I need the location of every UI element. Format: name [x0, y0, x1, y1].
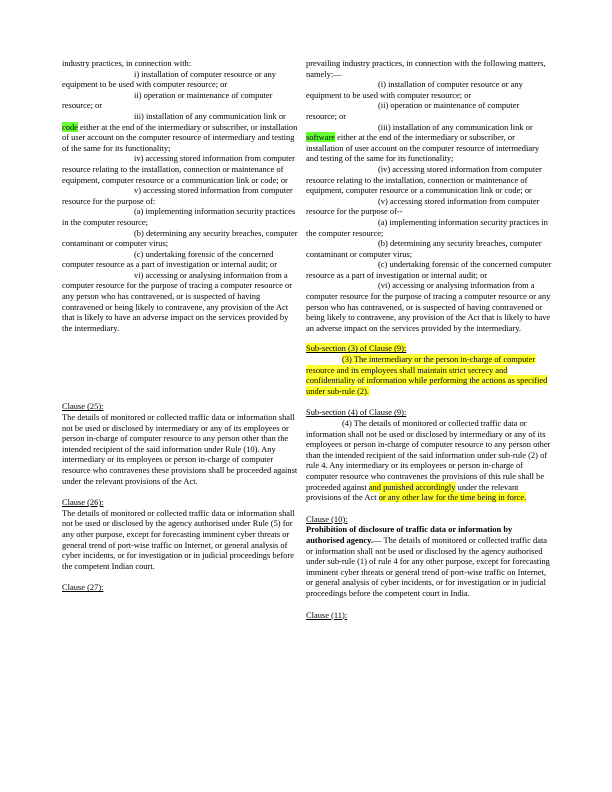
right-item-v-b: (b) determining any security breaches, computer contaminant or computer virus; [306, 238, 542, 259]
right-intro: prevailing industry practices, in connection with the following matters, namely:— [306, 58, 546, 79]
left-item-v: v) accessing stored information from computer resource for the purpose of: [62, 185, 293, 206]
clause-27-heading: Clause (27): [62, 582, 104, 593]
right-item-ii: (ii) operation or maintenance of computer resource; or [306, 100, 520, 121]
clause-10-bold-title: Prohibition of disclosure of traffic data or information by authorised agency. [306, 524, 513, 545]
sub-4-heading: Sub-section (4) of Clause (9): [306, 407, 407, 418]
left-item-iii [62, 111, 300, 153]
clause-10-text [306, 524, 552, 598]
right-column [306, 58, 552, 620]
right-item-i: (i) installation of computer resource or any equipment to be used with computer resource; or [306, 79, 523, 100]
clause-26-text: The details of monitored or collected traffic data or information shall not be used or disclosed by the agency authorised under Rule (5) for any other purpose, except for forecasting imminent cyber threats or general trend of port-wise traffic on Internet, or general analysis of cyber incidents, or for investigation or in judicial proceedings before the competent Indian court. [62, 507, 295, 571]
right-item-v-c: (c) undertaking forensic of the concerned computer resource as a part of investigation or internal audit; or [306, 259, 552, 280]
left-spacer-3 [62, 571, 300, 582]
right-item-vi: (vi) accessing or analysing information from a computer resource for the purpose of tracing a computer resource or any person who has contravened, or is suspected of having contravened or being likely to contravene, any provision of the Act that is likely to have an adverse impact on the services provided by the intermediary. [306, 280, 551, 333]
sub-3-text [306, 354, 552, 396]
sub-4-highlight-other-law: or any other law for the time being in force. [378, 492, 527, 503]
clause-11-heading: Clause (11): [306, 609, 348, 620]
right-item-iii-text-b: either at the end of the intermediary or subscriber, or installation of user account on the computer resource of intermediary and testing of the same for its functionality; [306, 132, 540, 164]
clause-10-heading: Clause (10): [306, 513, 348, 524]
left-spacer [62, 333, 300, 401]
left-item-vi: vi) accessing or analysing information from a computer resource for the purpose of tracing a computer resource or any person who has contravened, or is suspected of having contravened or being likely to contravene, any provision of the Act that is likely to have an adverse impact on the services provided by the intermediary. [62, 269, 293, 333]
left-item-iii-text-b: either at the end of the intermediary or subscriber, or installation of user account on the computer resource of intermediary and testing of the same for its functionality; [62, 121, 298, 153]
sub-3-heading-text: Sub-section (3) of Clause (9): [306, 343, 407, 354]
left-column [62, 58, 300, 593]
right-item-iv: (iv) accessing stored information from computer resource relating to the installation, connection or maintenance of equipment, computer resource or a communication link or code; or [306, 163, 542, 196]
sub-4-text-a: (4) The details of monitored or collected traffic data or information shall not be used or disclosed by intermediary or any of its employees or person in-charge of computer resource to any person other than the intended recipient of the said information under sub-rule (2) of rule 4. Any intermediary or its employees or person in-charge of computer resource who contravenes the provisions of this rule shall be proceeded against [306, 418, 551, 492]
clause-25-heading: Clause (25): [62, 401, 104, 412]
left-item-iv: iv) accessing stored information from computer resource relating to the installation, connection or maintenance of equipment, computer resource or a communication link or code; or [62, 153, 295, 185]
left-item-v-b: (b) determining any security breaches, computer contaminant or computer virus; [62, 227, 298, 249]
sub-4-text [306, 418, 552, 503]
left-item-v-a: (a) implementing information security practices in the computer resource; [62, 206, 296, 227]
right-item-v: (v) accessing stored information from computer resource for the purpose of-- [306, 195, 540, 217]
left-item-iii-text-a: iii) installation of any communication link or [134, 110, 286, 121]
left-highlight-code: code [62, 121, 78, 132]
clause-10-body: — The details of monitored or collected traffic data or information shall not be used or disclosed by the agency authorised under sub-rule (1) of rule 4 for any other purpose, except for forecasting imminent cyber threats or general trend of port-wise traffic on Internet, or general analysis of cyber incidents, or for investigation or in judicial proceedings before the competent court in India. [306, 534, 550, 598]
left-item-ii: ii) operation or maintenance of computer resource; or [62, 89, 273, 111]
left-item-i: i) installation of computer resource or any equipment to be used with computer resource; or [62, 68, 276, 90]
sub-3-text-highlight: (3) The intermediary or the person in-charge of computer resource and its employees shall maintain strict secrecy and confidentiality of information while performing the actions as specified under sub-rule (2). [306, 354, 548, 396]
clause-26-heading: Clause (26): [62, 497, 104, 508]
right-spacer-3 [306, 503, 552, 514]
right-item-iii-text-a: (iii) installation of any communication link or [378, 121, 533, 132]
sub-3-heading [306, 343, 552, 354]
right-item-v-a: (a) implementing information security practices in the computer resource; [306, 216, 548, 238]
right-spacer-4 [306, 599, 552, 610]
right-spacer [306, 333, 552, 343]
sub-4-text-b: under the relevant provisions of the Act [306, 481, 519, 503]
left-intro: industry practices, in connection with: [62, 58, 192, 68]
sub-4-highlight-punished: and punished accordingly [368, 481, 456, 492]
clause-25-text: The details of monitored or collected traffic data or information shall not be used or disclosed by intermediary or any of its employees or person in-charge of computer resource to any person other than the intended recipient of the said information under Rule (10). Any intermediary or its employees or person in-charge of computer resource who contravenes these provisions shall be proceeded against under the relevant provisions of the Act. [62, 412, 298, 486]
right-item-iii [306, 122, 552, 164]
left-item-v-c: (c) undertaking forensic of the concerned computer resource as a part of investigation or internal audit; or [62, 248, 278, 270]
right-highlight-software: software [306, 132, 336, 143]
left-spacer-2 [62, 486, 300, 497]
right-spacer-2 [306, 396, 552, 407]
